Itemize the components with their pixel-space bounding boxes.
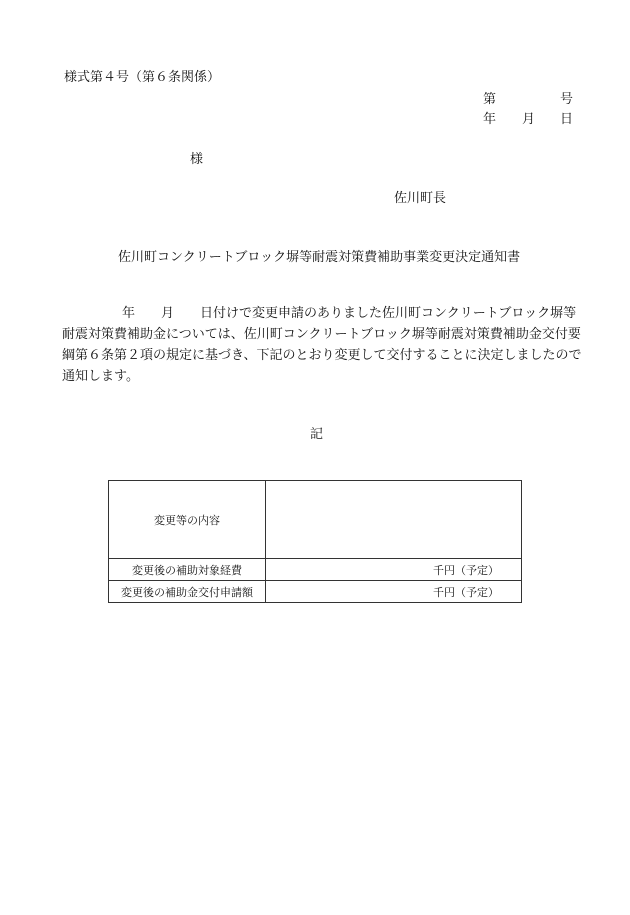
body-line-1 (62, 303, 582, 324)
body-line-4: 通知します。 (62, 369, 139, 384)
table-cell-label: 変更後の補助金交付申請額 (109, 581, 266, 603)
table-cell-value (266, 481, 522, 559)
document-number-prefix: 第 (483, 92, 497, 107)
body-year-label: 年 (122, 306, 136, 321)
document-number-suffix: 号 (560, 92, 574, 107)
form-number: 様式第４号（第６条関係） (64, 70, 221, 85)
change-details-table (108, 480, 522, 603)
table-cell-value: 千円（予定） (266, 559, 522, 581)
table-row (109, 581, 522, 603)
body-paragraph (62, 303, 582, 387)
date-month-label: 月 (522, 112, 536, 127)
body-line-2: 耐震対策費補助金については、佐川町コンクリートブロック塀等耐震対策費補助金交付要 (62, 327, 581, 342)
body-line-1-text: 日付けで変更申請のありました佐川町コンクリートブロック塀等 (200, 306, 577, 321)
addressee-honorific: 様 (190, 152, 204, 167)
document-title: 佐川町コンクリートブロック塀等耐震対策費補助事業変更決定通知書 (118, 250, 521, 265)
body-month-label: 月 (161, 306, 175, 321)
date-day-label: 日 (560, 112, 574, 127)
table-cell-label: 変更後の補助対象経費 (109, 559, 266, 581)
ki-heading: 記 (310, 427, 324, 442)
body-line-3: 綱第６条第２項の規定に基づき、下記のとおり変更して交付することに決定しましたので (62, 348, 582, 363)
table-cell-value: 千円（予定） (266, 581, 522, 603)
table-row (109, 559, 522, 581)
table-row (109, 481, 522, 559)
sender-name: 佐川町長 (394, 191, 447, 206)
table-cell-label: 変更等の内容 (109, 481, 266, 559)
date-year-label: 年 (483, 112, 497, 127)
